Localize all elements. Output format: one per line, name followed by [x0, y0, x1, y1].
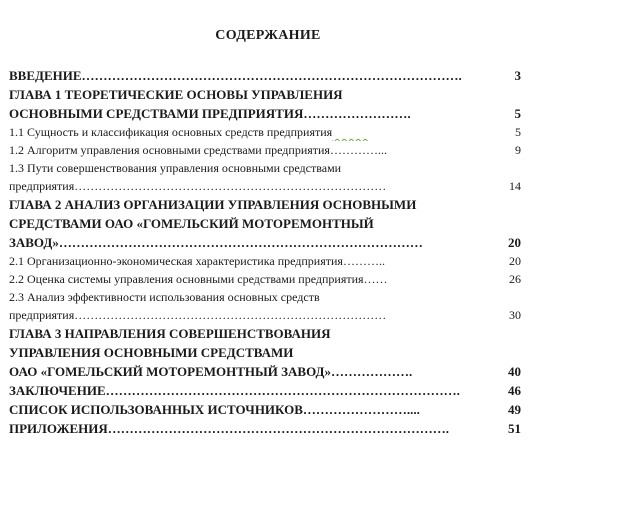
- toc-entry-page: 30: [509, 308, 521, 322]
- toc-entry-text: предприятия……………………………………………………………………: [9, 308, 387, 322]
- spellcheck-underline: [332, 125, 368, 139]
- toc-entry-text: СПИСОК ИСПОЛЬЗОВАННЫХ ИСТОЧНИКОВ……………………....: [9, 402, 420, 417]
- toc-entry-text: СРЕДСТВАМИ ОАО «ГОМЕЛЬСКИЙ МОТОРЕМОНТНЫЙ: [9, 216, 374, 231]
- toc-entry-page: 3: [514, 68, 521, 83]
- toc-entry-appendices: [9, 419, 529, 438]
- toc-entry-text: ОАО «ГОМЕЛЬСКИЙ МОТОРЕМОНТНЫЙ ЗАВОД»……………….: [9, 364, 413, 379]
- toc-entry-text: ПРИЛОЖЕНИЯ…………………………………………………………………….: [9, 421, 450, 436]
- toc-entry-text: ЗАКЛЮЧЕНИЕ……………………………………………………………………….: [9, 383, 460, 398]
- toc-entry-text: УПРАВЛЕНИЯ ОСНОВНЫМИ СРЕДСТВАМИ: [9, 345, 294, 360]
- toc-entry-text: ГЛАВА 1 ТЕОРЕТИЧЕСКИЕ ОСНОВЫ УПРАВЛЕНИЯ: [9, 87, 343, 102]
- toc-entry-chapter-2: [9, 195, 529, 252]
- toc-entry-page: 49: [508, 402, 521, 417]
- toc-entry-page: 20: [509, 254, 521, 268]
- toc-entry-text: ГЛАВА 2 АНАЛИЗ ОРГАНИЗАЦИИ УПРАВЛЕНИЯ ОСНОВНЫМИ: [9, 197, 417, 212]
- toc-title: СОДЕРЖАНИЕ: [215, 28, 321, 43]
- toc-entry-text: 2.1 Организационно-экономическая характеристика предприятия………..: [9, 254, 385, 268]
- toc-entry-text: 1.1 Сущность и классификация основных средств предприятия: [9, 125, 333, 139]
- toc-entry-2-1: [9, 252, 529, 270]
- toc-entry-page: 5: [514, 106, 521, 121]
- toc-entry-text: 2.3 Анализ эффективности использования основных средств: [9, 290, 320, 304]
- toc-entry-page: 46: [508, 383, 521, 398]
- toc-entry-references: [9, 400, 529, 419]
- toc-entry-text: ВВЕДЕНИЕ…………………………………………………………………………….: [9, 68, 462, 83]
- toc-entry-chapter-1: [9, 85, 529, 123]
- toc-entry-text: предприятия……………………………………………………………………: [9, 179, 387, 193]
- toc-entry-text: 1.2 Алгоритм управления основными средствами предприятия…………...: [9, 143, 387, 157]
- toc-entry-page: 9: [515, 143, 521, 157]
- toc-entry-text: ОСНОВНЫМИ СРЕДСТВАМИ ПРЕДПРИЯТИЯ…………………….: [9, 106, 411, 121]
- table-of-contents: [9, 66, 529, 438]
- toc-entry-page: 14: [509, 179, 521, 193]
- toc-entry-page: 5: [515, 125, 521, 139]
- toc-entry-page: 20: [508, 235, 521, 250]
- toc-entry-1-1: [9, 123, 529, 141]
- toc-entry-text: ЗАВОД»…………………………………………………………………………: [9, 235, 423, 250]
- toc-entry-page: 26: [509, 272, 521, 286]
- toc-entry-1-3: [9, 159, 529, 195]
- toc-entry-text-wrap: [9, 123, 499, 141]
- toc-entry-chapter-3: [9, 324, 529, 381]
- toc-entry-2-3: [9, 288, 529, 324]
- toc-entry-text: ГЛАВА 3 НАПРАВЛЕНИЯ СОВЕРШЕНСТВОВАНИЯ: [9, 326, 331, 341]
- toc-entry-page: 40: [508, 364, 521, 379]
- toc-entry-conclusion: [9, 381, 529, 400]
- toc-entry-text: 2.2 Оценка системы управления основными средствами предприятия……: [9, 272, 388, 286]
- toc-entry-2-2: [9, 270, 529, 288]
- toc-entry-text: 1.3 Пути совершенствования управления основными средствами: [9, 161, 342, 175]
- toc-entry-introduction: [9, 66, 529, 85]
- toc-entry-page: 51: [508, 421, 521, 436]
- toc-entry-1-2: [9, 141, 529, 159]
